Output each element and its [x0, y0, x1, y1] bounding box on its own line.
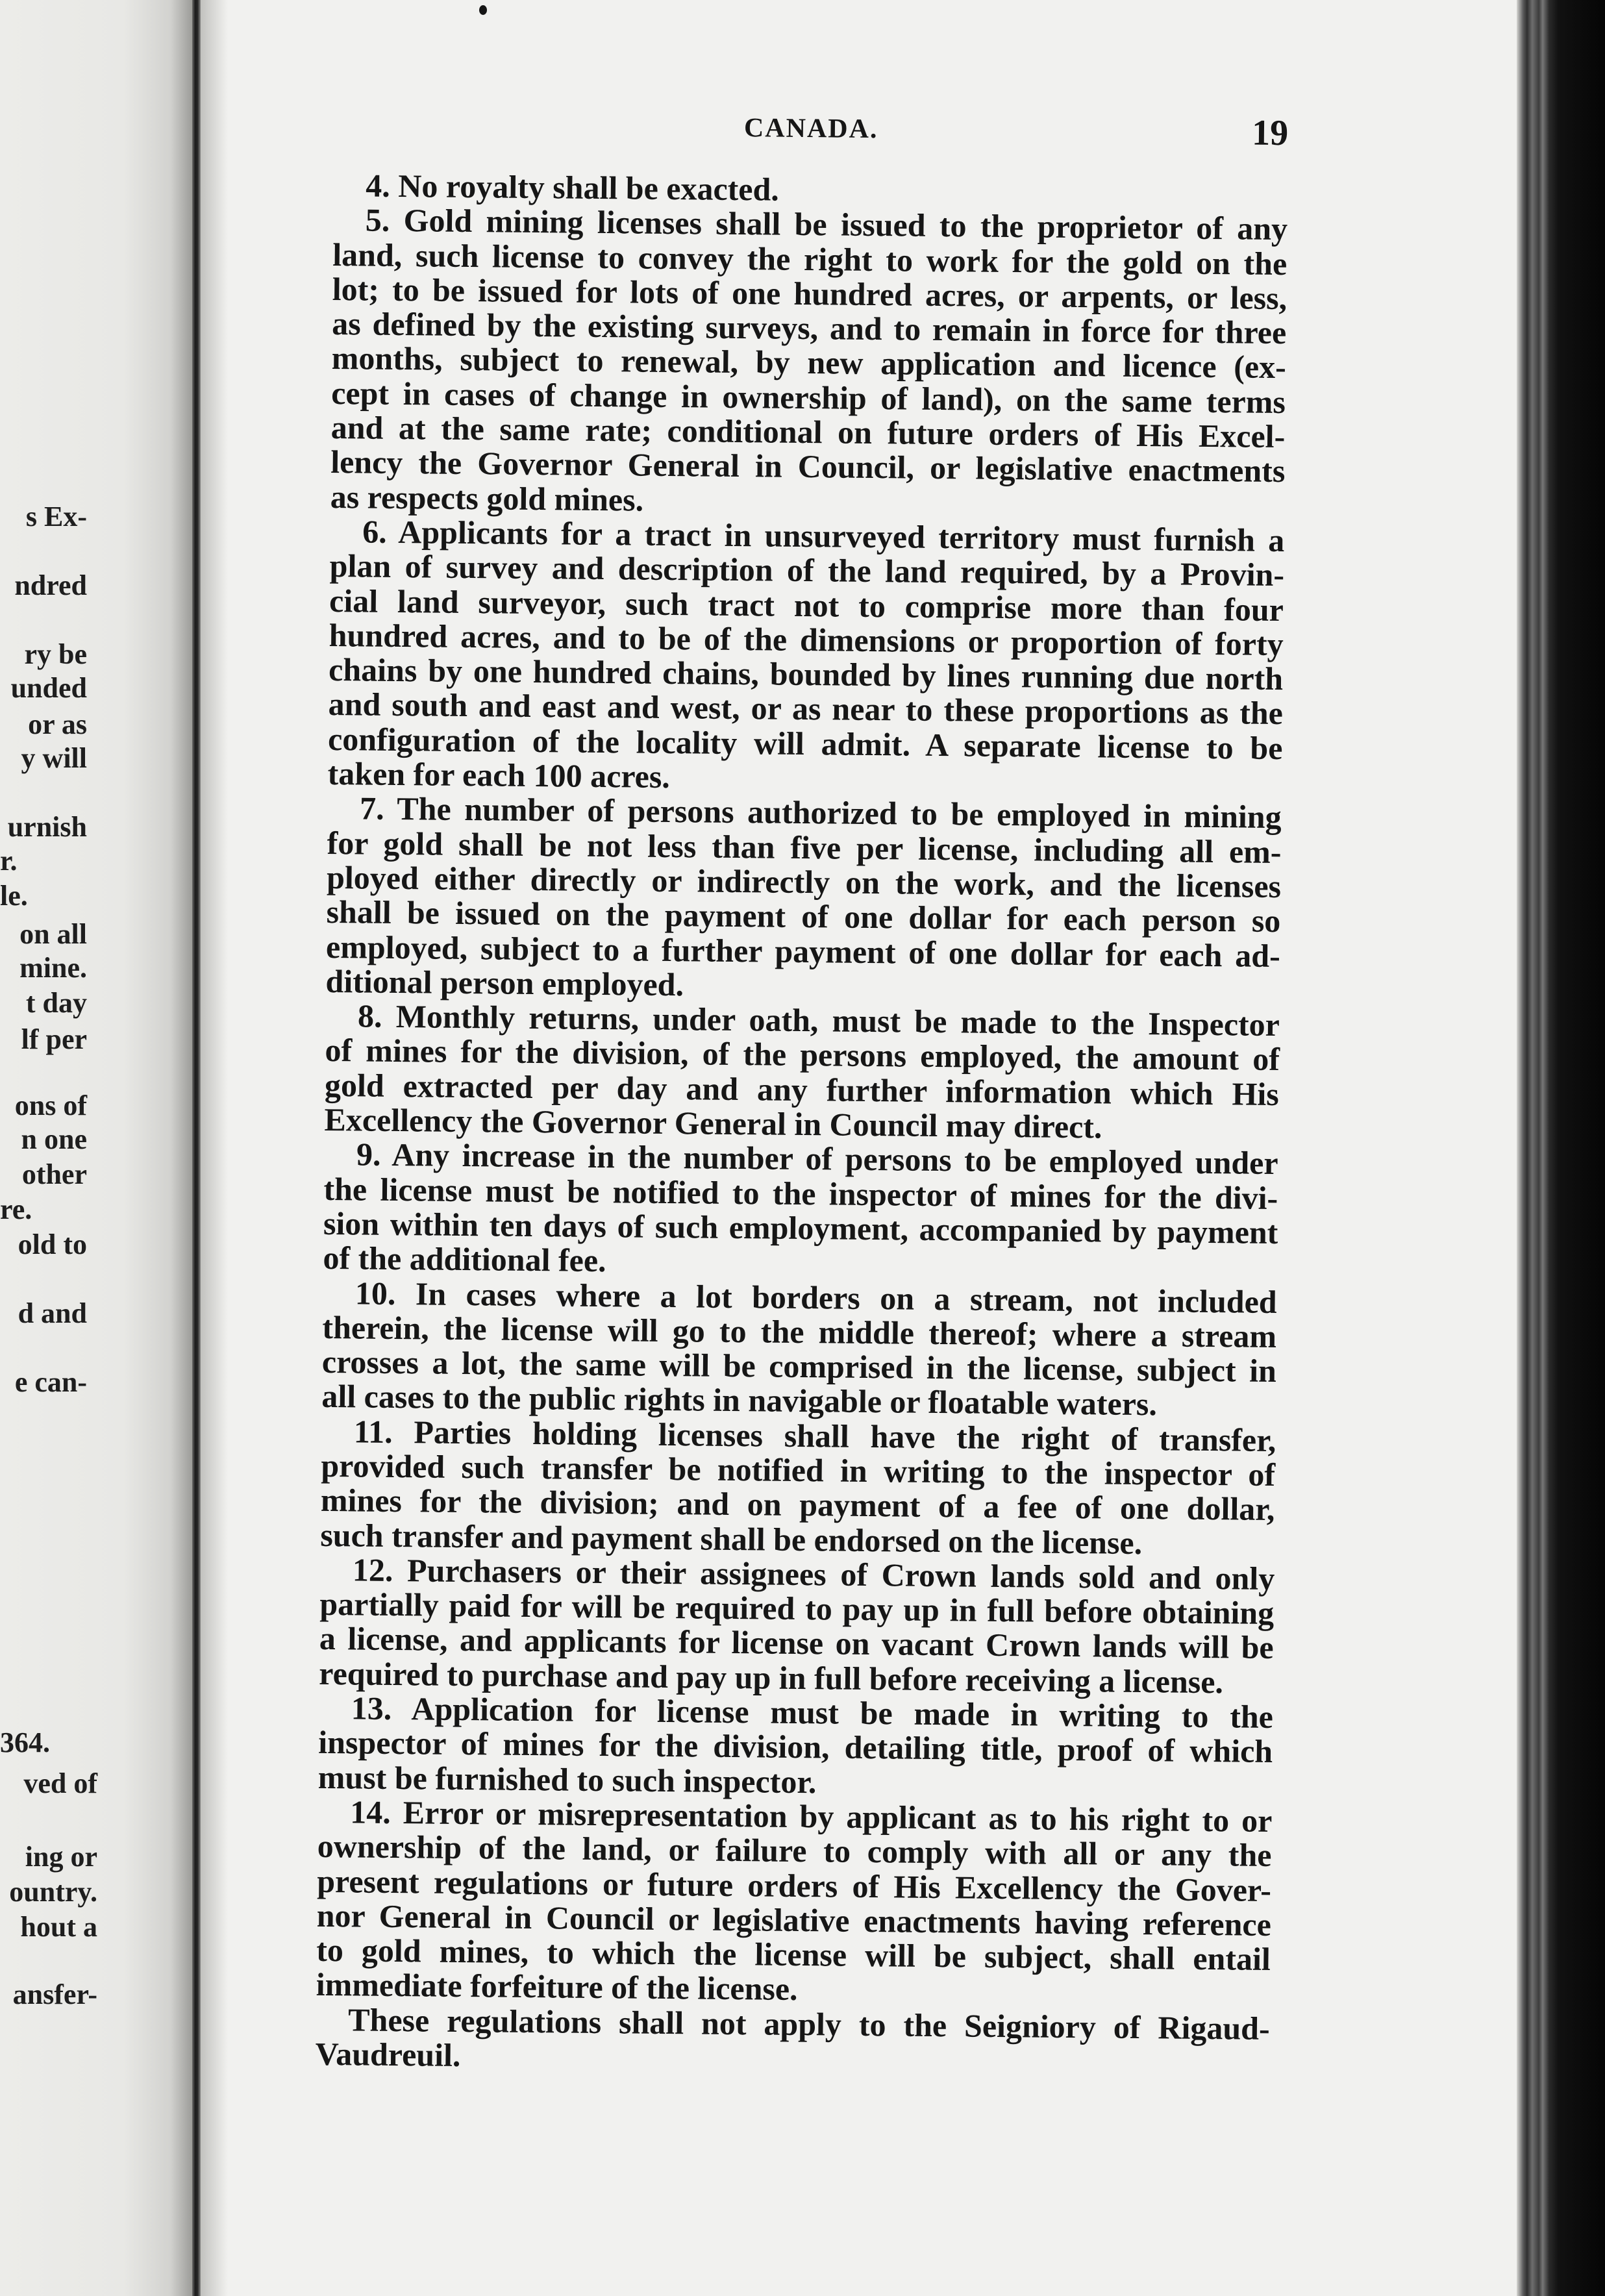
text-line-content: 8. Monthly returns, under oath, must be made to the Inspector	[357, 997, 1280, 1043]
text-line-content: partially paid for will be required to pay up in full before obtaining	[319, 1586, 1275, 1632]
book-fore-edge	[1517, 0, 1605, 2296]
text-line-content: cept in cases of change in ownership of land), on the same terms	[331, 374, 1286, 420]
paragraph	[320, 1414, 1276, 1562]
facing-page-fragment: or as	[28, 708, 87, 740]
text-line-content: taken for each 100 acres.	[327, 755, 671, 795]
running-head: CANADA.	[743, 113, 878, 145]
scan-speck	[479, 5, 487, 15]
body-text	[315, 168, 1288, 2080]
facing-page-fragment: hout a	[20, 1911, 97, 1943]
text-line-content: Excellency the Governor General in Council may direct.	[324, 1101, 1102, 1145]
text-line-content: 10. In cases where a lot borders on a stream, not included	[355, 1274, 1277, 1320]
text-line-content: required to purchase and pay up in full before receiving a license.	[319, 1654, 1224, 1701]
text-line-content: ditional person employed.	[325, 962, 684, 1003]
text-line-content: 5. Gold mining licenses shall be issued to the proprietor of any	[365, 201, 1288, 247]
text-line-content: nor General in Council or legislative enactments having reference	[316, 1897, 1272, 1943]
text-line-content: 9. Any increase in the number of persons to be employed under	[356, 1136, 1278, 1182]
paragraph	[325, 791, 1282, 1008]
text-line-content: hundred acres, and to be of the dimensions or proportion of forty	[329, 616, 1284, 662]
facing-page-fragment: other	[21, 1158, 87, 1190]
facing-page-fragment: le.	[0, 880, 28, 912]
paragraph	[319, 1553, 1275, 1700]
facing-page-fragment: ansfer-	[12, 1978, 97, 2010]
facing-page-fragment: re.	[0, 1193, 32, 1225]
text-line-content: 14. Error or misrepresentation by applicant as to his right to or	[350, 1793, 1273, 1839]
text-line-content: as respects gold mines.	[330, 478, 644, 518]
text-line-content: and at the same rate; conditional on future orders of His Excel-	[330, 409, 1286, 455]
paragraph	[323, 1137, 1278, 1284]
text-line-content: lency the Governor General in Council, or legislative enactments	[330, 443, 1286, 490]
text-line-content: months, subject to renewal, by new application and licence (ex-	[331, 340, 1287, 386]
text-line-content: such transfer and payment shall be endorsed on the license.	[320, 1516, 1143, 1561]
paragraph	[315, 2003, 1270, 2081]
facing-page-fragment: urnish	[7, 811, 87, 843]
facing-page-fragment: s Ex-	[25, 501, 87, 532]
facing-page-fragment: ountry.	[9, 1876, 97, 1908]
text-line-content: lot; to be issued for lots of one hundred acres, or arpents, or less,	[332, 270, 1288, 317]
facing-page-fragment: 364.	[0, 1727, 50, 1758]
text-line-content: of the additional fee.	[323, 1240, 606, 1279]
text-line-content: These regulations shall not apply to the Seigniory of Rigaud-	[347, 2001, 1270, 2047]
text-line-content: gold extracted per day and any further information which His	[324, 1066, 1280, 1112]
text-line-content: inspector of mines for the division, detailing title, proof of which	[318, 1724, 1273, 1770]
facing-page	[0, 0, 192, 2296]
facing-page-fragment: lf per	[21, 1023, 87, 1055]
text-line-content: employed, subject to a further payment of one dollar for each ad-	[325, 928, 1281, 974]
text-line-content: ployed either directly or indirectly on the work, and the licenses	[326, 858, 1282, 905]
text-line-content: land, such license to convey the right to work for the gold on the	[332, 236, 1288, 282]
text-line-content: mines for the division; and on payment of a fee of one dollar,	[320, 1482, 1275, 1528]
text-line-content: crosses a lot, the same will be comprised in the license, subject in	[321, 1343, 1277, 1390]
paragraph	[321, 1275, 1277, 1423]
page-number: 19	[1251, 112, 1289, 154]
text-line-content: configuration of the locality will admit. A separate license to be	[327, 720, 1283, 766]
text-line-content: 4. No royalty shall be exacted.	[366, 167, 780, 208]
text-line-content: of mines for the division, of the persons employed, the amount of	[325, 1032, 1280, 1078]
text-line-content: must be furnished to such inspector.	[317, 1758, 817, 1800]
text-line-content: provided such transfer be notified in writing to the inspector of	[321, 1447, 1276, 1493]
text-line-content: all cases to the public rights in navigable or floatable waters.	[321, 1378, 1158, 1423]
paragraph	[316, 1795, 1272, 2012]
text-line-content: therein, the license will go to the middle thereof; where a stream	[322, 1308, 1277, 1354]
facing-page-fragment: r.	[0, 845, 18, 877]
text-line-content: and south and east and west, or as near to these proportions as the	[328, 686, 1284, 732]
facing-page-fragment: on all	[19, 918, 87, 950]
text-line-content: a license, and applicants for license on vacant Crown lands will be	[319, 1620, 1274, 1666]
gutter-shadow	[201, 0, 228, 2296]
facing-page-fragment: t day	[25, 987, 87, 1019]
facing-page-fragment: ndred	[14, 569, 87, 601]
text-line-content: 11. Parties holding licenses shall have the right of transfer,	[353, 1413, 1276, 1458]
text-line-content: as defined by the existing surveys, and to remain in force for three	[332, 305, 1287, 351]
facing-page-fragment: n one	[21, 1123, 87, 1155]
text-line-content: Vaudreuil.	[315, 2035, 461, 2074]
text-line-content: 6. Applicants for a tract in unsurveyed territory must furnish a	[362, 513, 1285, 559]
facing-page-fragment: ons of	[14, 1090, 87, 1121]
text-line-content: chains by one hundred chains, bounded by lines running due north	[328, 651, 1284, 697]
paragraph	[330, 203, 1288, 523]
paragraph	[324, 999, 1280, 1146]
paragraph	[318, 1691, 1273, 1804]
facing-page-fragment: old to	[18, 1229, 87, 1260]
facing-page-fragment: e can-	[14, 1366, 87, 1398]
facing-page-fragment: unded	[10, 672, 87, 704]
text-line-content: 13. Application for license must be made in writing to the	[351, 1690, 1274, 1736]
facing-page-fragment: ry be	[24, 638, 87, 670]
text-line-content: the license must be notified to the inspector of mines for the divi-	[323, 1170, 1278, 1216]
text-line-content: plan of survey and description of the land required, by a Provin-	[329, 547, 1285, 593]
text-line-content: shall be issued on the payment of one dollar for each person so	[326, 893, 1281, 940]
facing-page-fragment: ing or	[25, 1841, 97, 1873]
text-line-content: ownership of the land, or failure to comply with all or any the	[317, 1828, 1272, 1874]
text-line-content: for gold shall be not less than five per license, including all em-	[327, 824, 1282, 870]
facing-page-fragment: d and	[18, 1297, 87, 1329]
facing-page-fragment: ved of	[23, 1767, 97, 1799]
text-line-content: 12. Purchasers or their assignees of Crown lands sold and only	[352, 1551, 1275, 1597]
text-line-content: present regulations or future orders of His Excellency the Gover-	[317, 1862, 1272, 1908]
paragraph	[327, 514, 1284, 800]
text-line-content: immediate forfeiture of the license.	[316, 1966, 798, 2008]
text-line-content: sion within ten days of such employment, accompanied by payment	[323, 1204, 1278, 1251]
text-line-content: to gold mines, to which the license will be subject, shall entail	[316, 1932, 1271, 1978]
text-line-content: cial land surveyor, such tract not to comprise more than four	[329, 582, 1284, 628]
facing-page-fragment: mine.	[19, 952, 87, 984]
page-block	[315, 99, 1288, 2080]
book-gutter	[192, 0, 201, 2296]
facing-page-fragment: y will	[21, 742, 87, 774]
text-line-content: 7. The number of persons authorized to be employed in mining	[359, 790, 1282, 836]
page-header	[334, 99, 1289, 158]
